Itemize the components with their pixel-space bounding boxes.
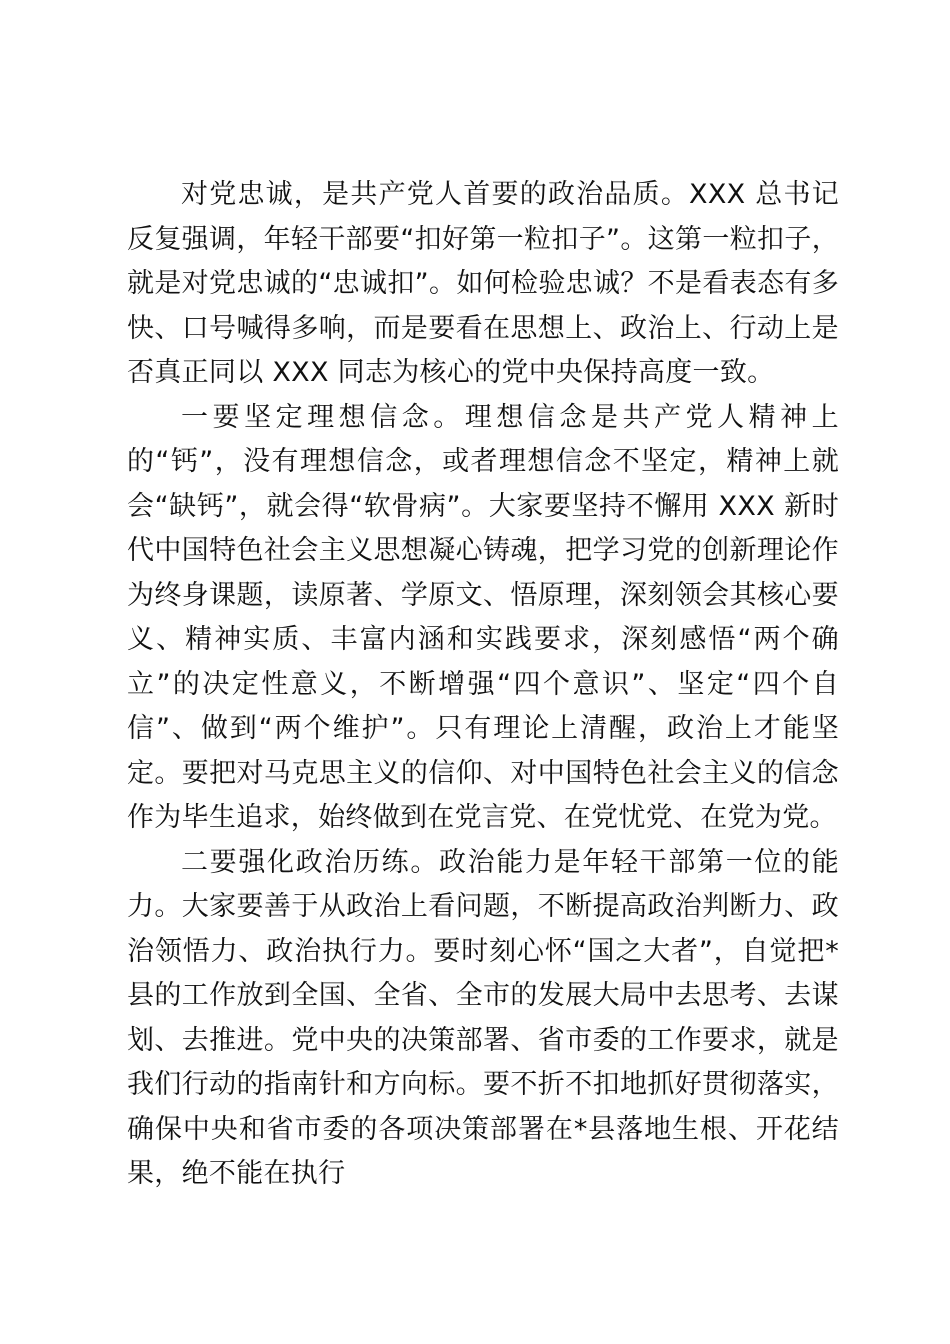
paragraph-loyalty-intro: 对党忠诚，是共产党人首要的政治品质。XXX 总书记反复强调，年轻干部要“扣好第一粒扣子”。这第一粒扣子，就是对党忠诚的“忠诚扣”。如何检验忠诚？不是看表态有多快、口号喊得多响，而是要看在思想上、政治上、行动上是否真正同以 XXX 同志为核心的党中央保持高度一致。 — [127, 179, 839, 388]
paragraph-political-training: 二要强化政治历练。政治能力是年轻干部第一位的能力。大家要善于从政治上看问题，不断提高政治判断力、政治领悟力、政治执行力。要时刻心怀“国之大者”，自觉把*县的工作放到全国、全省、全市的发展大局中去思考、去谋划、去推进。党中央的决策部署、省市委的工作要求，就是我们行动的指南针和方向标。要不折不扣地抓好贯彻落实，确保中央和省市委的各项决策部署在*县落地生根、开花结果，绝不能在执行 — [127, 846, 839, 1189]
paragraph-ideals-beliefs: 一要坚定理想信念。理想信念是共产党人精神上的“钙”，没有理想信念，或者理想信念不坚定，精神上就会“缺钙”，就会得“软骨病”。大家要坚持不懈用 XXX 新时代中国特色社会主义思想凝心铸魂，把学习党的创新理论作为终身课题，读原著、学原文、悟原理，深刻领会其核心要义、精神实质、丰富内涵和实践要求，深刻感悟“两个确立”的决定性意义，不断增强“四个意识”、坚定“四个自信”、做到“两个维护”。只有理论上清醒，政治上才能坚定。要把对马克思主义的信仰、对中国特色社会主义的信念作为毕生追求，始终做到在党言党、在党忧党、在党为党。 — [127, 401, 839, 833]
document-body — [127, 173, 839, 1197]
